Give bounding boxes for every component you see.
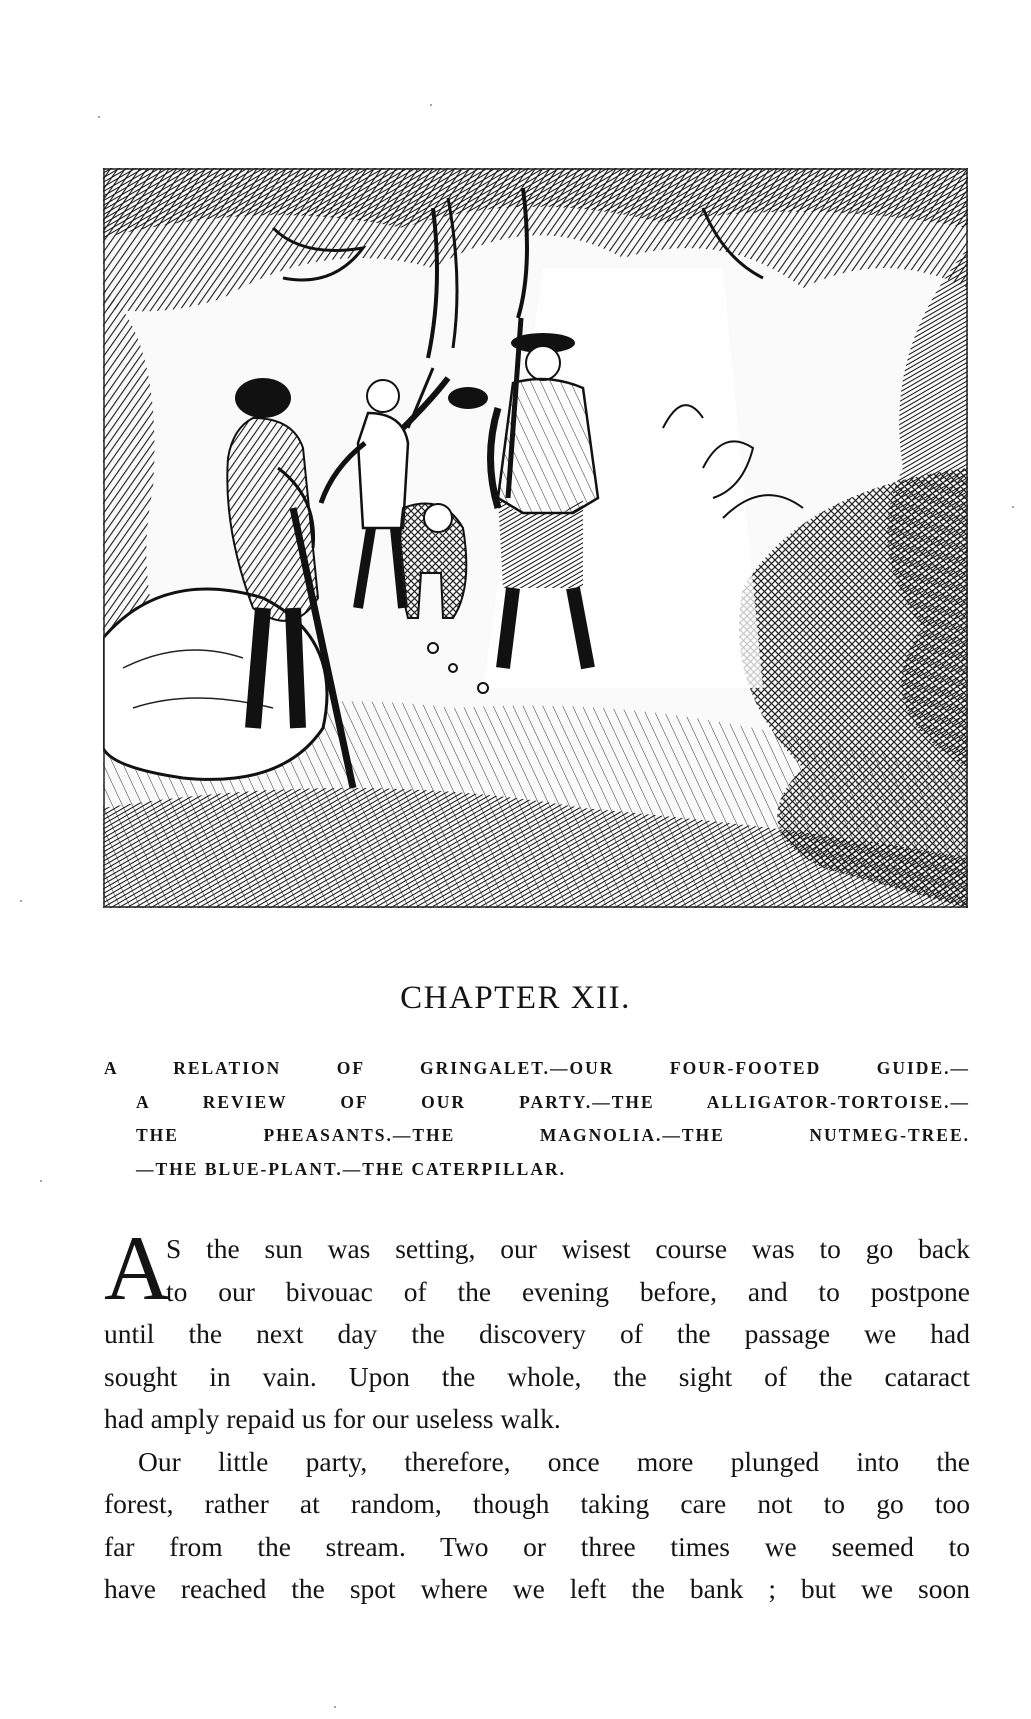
body-line: to our bivouac of the evening before, and to postpone xyxy=(166,1275,970,1307)
drop-cap: A xyxy=(104,1217,171,1319)
engraving-drawing xyxy=(103,168,968,908)
body-line: had amply repaid us for our useless walk. xyxy=(104,1403,561,1434)
chapter-title: CHAPTER XII. xyxy=(400,980,631,1016)
body-line: far from the stream. Two or three times we seemed to xyxy=(104,1530,970,1562)
paper-speck xyxy=(334,1706,336,1708)
body-line: S the sun was setting, our wisest course was to go back xyxy=(166,1233,970,1264)
engraving-illustration xyxy=(103,168,968,908)
body-line: until the next day the discovery of the passage we had xyxy=(104,1318,970,1349)
paper-speck xyxy=(1012,506,1014,508)
chapter-summary xyxy=(104,1052,970,1186)
summary-line: THE PHEASANTS.—THE MAGNOLIA.—THE NUTMEG-TREE. xyxy=(136,1125,970,1145)
summary-line: A REVIEW OF OUR PARTY.—THE ALLIGATOR-TORTOISE.— xyxy=(136,1091,970,1112)
paper-speck xyxy=(98,116,100,118)
summary-line: —THE BLUE-PLANT.—THE CATERPILLAR. xyxy=(136,1158,566,1179)
body-line: forest, rather at random, though taking care not to go too xyxy=(104,1488,970,1519)
body-line: sought in vain. Upon the whole, the sight of the cataract xyxy=(104,1360,970,1392)
paper-speck xyxy=(430,104,432,106)
summary-line: A RELATION OF GRINGALET.—OUR FOUR-FOOTED GUIDE.— xyxy=(104,1058,970,1078)
paper-speck xyxy=(20,900,22,902)
body-line: have reached the spot where we left the bank ; but we soon xyxy=(104,1573,970,1604)
body-line: Our little party, therefore, once more plunged into the xyxy=(138,1445,970,1477)
body-text xyxy=(104,1228,970,1611)
paper-speck xyxy=(40,1180,42,1182)
